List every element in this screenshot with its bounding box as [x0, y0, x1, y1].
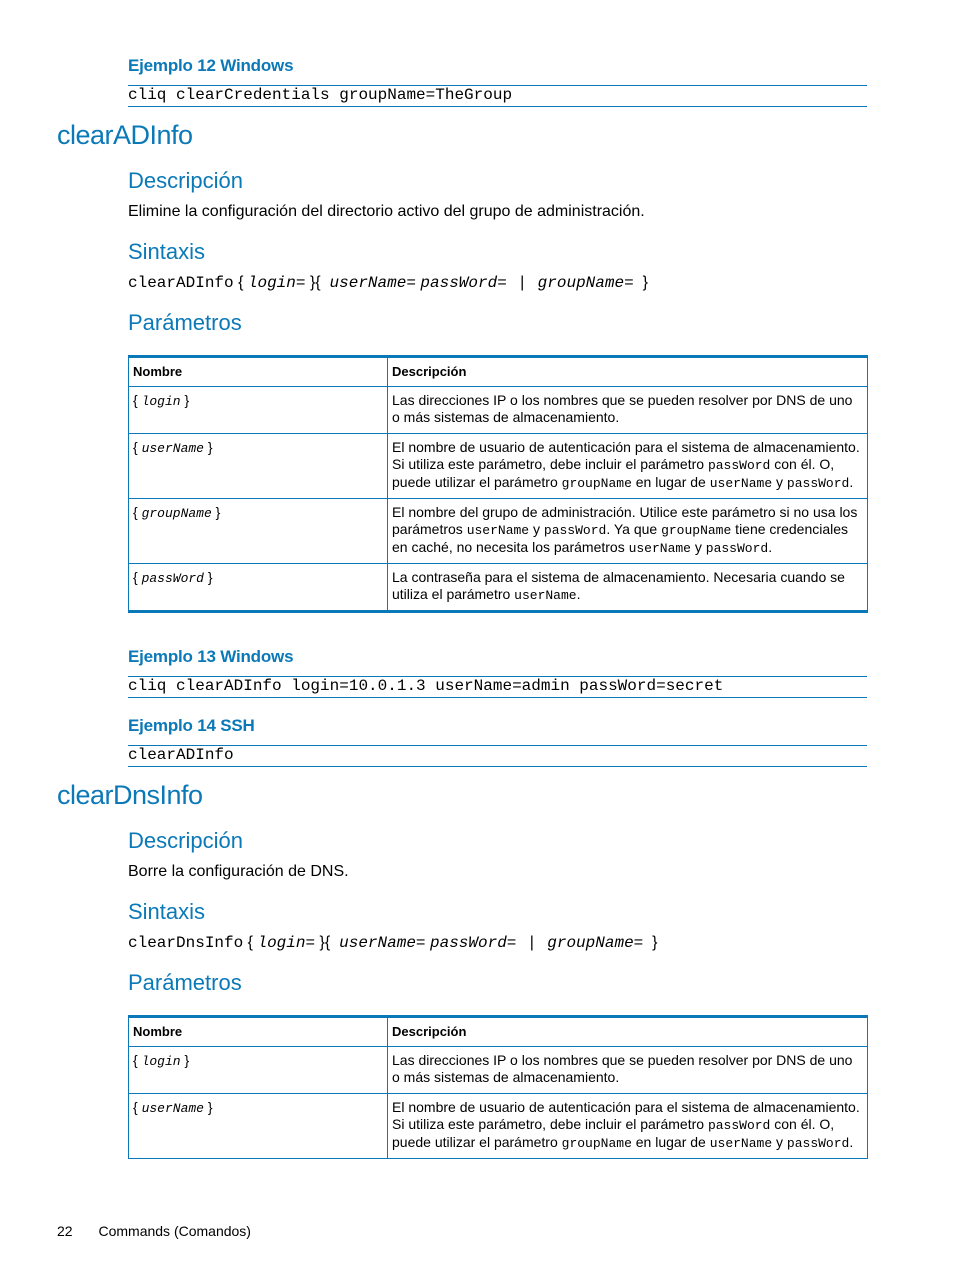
- param-desc: Las direcciones IP o los nombres que se pueden resolver por DNS de uno o más sistemas de almacenamiento.: [392, 1052, 853, 1085]
- desc-code: passWord: [543, 523, 607, 538]
- cleardnsinfo-syntax: [128, 934, 658, 952]
- desc-code: userName: [709, 1136, 773, 1151]
- desc-text: La contraseña para el sistema de almacenamiento. Necesaria cuando se utiliza el parámetro: [392, 569, 845, 602]
- syntax-groupname: groupName=: [547, 934, 644, 952]
- desc-text: .: [849, 474, 854, 490]
- syntax-brace: }: [642, 274, 648, 291]
- syntax-brace: }: [652, 934, 658, 951]
- table-row: [129, 1094, 868, 1159]
- table-row: [129, 434, 868, 499]
- example-13-code: cliq clearADInfo login=10.0.1.3 userName=admin passWord=secret: [128, 676, 867, 698]
- param-name: login: [141, 1054, 181, 1069]
- syntax-pipe: |: [529, 934, 534, 951]
- param-desc-cell: [388, 434, 868, 499]
- param-name: passWord: [141, 571, 204, 586]
- syntax-login: login=: [257, 934, 316, 952]
- table-row: [129, 499, 868, 564]
- param-desc-cell: [388, 1094, 868, 1159]
- cleardnsinfo-description: Borre la configuración de DNS.: [128, 863, 349, 880]
- desc-code: groupName: [661, 523, 732, 538]
- syntax-username: userName=: [339, 934, 426, 952]
- syntax-brace: {: [238, 274, 244, 291]
- param-name-cell: { userName }: [129, 1094, 388, 1159]
- desc-text: .: [576, 586, 581, 602]
- param-desc-cell: [388, 564, 868, 612]
- desc-code: userName: [514, 588, 577, 603]
- clearadinfo-heading: clearADInfo: [57, 120, 193, 150]
- desc-text: con él. O, puede utilizar el parámetro: [392, 456, 835, 490]
- param-name-cell: { groupName }: [129, 499, 388, 564]
- table-header-row: [129, 357, 868, 387]
- param-desc: Las direcciones IP o los nombres que se pueden resolver por DNS de uno o más sistemas de almacenamiento.: [392, 392, 853, 425]
- clearadinfo-params-table: [128, 355, 868, 613]
- cleardnsinfo-syntax-heading: Sintaxis: [128, 899, 206, 924]
- table-header-row: [129, 1017, 868, 1047]
- desc-code: userName: [628, 541, 691, 556]
- param-name: userName: [141, 441, 204, 456]
- param-name-cell: { passWord }: [129, 564, 388, 612]
- syntax-groupname: groupName=: [537, 274, 634, 292]
- syntax-password: passWord=: [420, 274, 507, 292]
- syntax-password: passWord=: [429, 934, 517, 952]
- table-row: [129, 564, 868, 612]
- desc-text: y: [691, 539, 706, 555]
- desc-text: tiene credenciales en caché, no necesita los parámetros: [392, 521, 849, 555]
- param-name: login: [141, 394, 181, 409]
- cleardnsinfo-description-heading: Descripción: [128, 828, 243, 853]
- syntax-brace: }{: [309, 274, 321, 291]
- example-14-title: Ejemplo 14 SSH: [128, 716, 255, 735]
- table-row: [129, 1047, 868, 1094]
- param-name-cell: { login }: [129, 387, 388, 434]
- param-name: groupName: [141, 506, 212, 521]
- desc-text: con él. O, puede utilizar el parámetro: [392, 1116, 835, 1150]
- clearadinfo-params-heading: Parámetros: [128, 310, 242, 335]
- table-row: [129, 387, 868, 434]
- example-13-title: Ejemplo 13 Windows: [128, 647, 294, 666]
- clearadinfo-description-heading: Descripción: [128, 168, 243, 193]
- syntax-login: login=: [247, 274, 306, 292]
- desc-code: passWord: [705, 541, 769, 556]
- desc-text: El nombre de usuario de autenticación para el sistema de almacenamiento. Si utiliza este parámetro, debe incluir el parámetro: [392, 1099, 860, 1132]
- desc-text: y: [772, 1134, 787, 1150]
- clearadinfo-syntax: [128, 274, 648, 292]
- example-12-code: cliq clearCredentials groupName=TheGroup: [128, 85, 867, 107]
- desc-text: en lugar de: [631, 1134, 710, 1150]
- desc-code: groupName: [561, 1136, 632, 1151]
- header-nombre: Nombre: [129, 357, 388, 387]
- syntax-username: userName=: [329, 274, 416, 292]
- cleardnsinfo-params-table: [128, 1015, 868, 1159]
- desc-text: El nombre del grupo de administración. Utilice este parámetro si no usa los parámetros: [392, 504, 858, 537]
- cleardnsinfo-heading: clearDnsInfo: [57, 780, 203, 810]
- param-name: userName: [141, 1101, 204, 1116]
- param-desc-cell: [388, 1047, 868, 1094]
- desc-code: passWord: [786, 1136, 850, 1151]
- example-14-code: clearADInfo: [128, 745, 867, 767]
- example-12-title: Ejemplo 12 Windows: [128, 56, 294, 75]
- desc-text: . Ya que: [606, 521, 662, 537]
- footer-section: Commands (Comandos): [98, 1223, 251, 1239]
- syntax-brace: }{: [319, 934, 331, 951]
- page-footer: [57, 1223, 251, 1239]
- page-number: 22: [57, 1223, 73, 1239]
- clearadinfo-syntax-heading: Sintaxis: [128, 239, 206, 264]
- syntax-brace: {: [247, 934, 254, 951]
- param-name-cell: { userName }: [129, 434, 388, 499]
- desc-code: passWord: [707, 1118, 771, 1133]
- desc-code: groupName: [561, 476, 632, 491]
- param-name-cell: { login }: [129, 1047, 388, 1094]
- param-desc-cell: [388, 387, 868, 434]
- header-nombre: Nombre: [129, 1017, 388, 1047]
- desc-text: .: [849, 1134, 854, 1150]
- desc-code: userName: [709, 476, 773, 491]
- syntax-command: clearADInfo: [128, 274, 234, 292]
- header-descripcion: Descripción: [388, 357, 868, 387]
- clearadinfo-description: Elimine la configuración del directorio activo del grupo de administración.: [128, 203, 645, 220]
- desc-text: El nombre de usuario de autenticación para el sistema de almacenamiento. Si utiliza este parámetro, debe incluir el parámetro: [392, 439, 860, 472]
- desc-text: y: [529, 521, 544, 537]
- param-desc-cell: [388, 499, 868, 564]
- desc-text: .: [768, 539, 773, 555]
- desc-code: passWord: [786, 476, 850, 491]
- syntax-pipe: |: [520, 274, 525, 291]
- desc-text: y: [772, 474, 787, 490]
- header-descripcion: Descripción: [388, 1017, 868, 1047]
- desc-code: passWord: [707, 458, 771, 473]
- syntax-command: clearDnsInfo: [128, 934, 244, 952]
- cleardnsinfo-params-heading: Parámetros: [128, 970, 242, 995]
- desc-text: en lugar de: [631, 474, 710, 490]
- desc-code: userName: [466, 523, 530, 538]
